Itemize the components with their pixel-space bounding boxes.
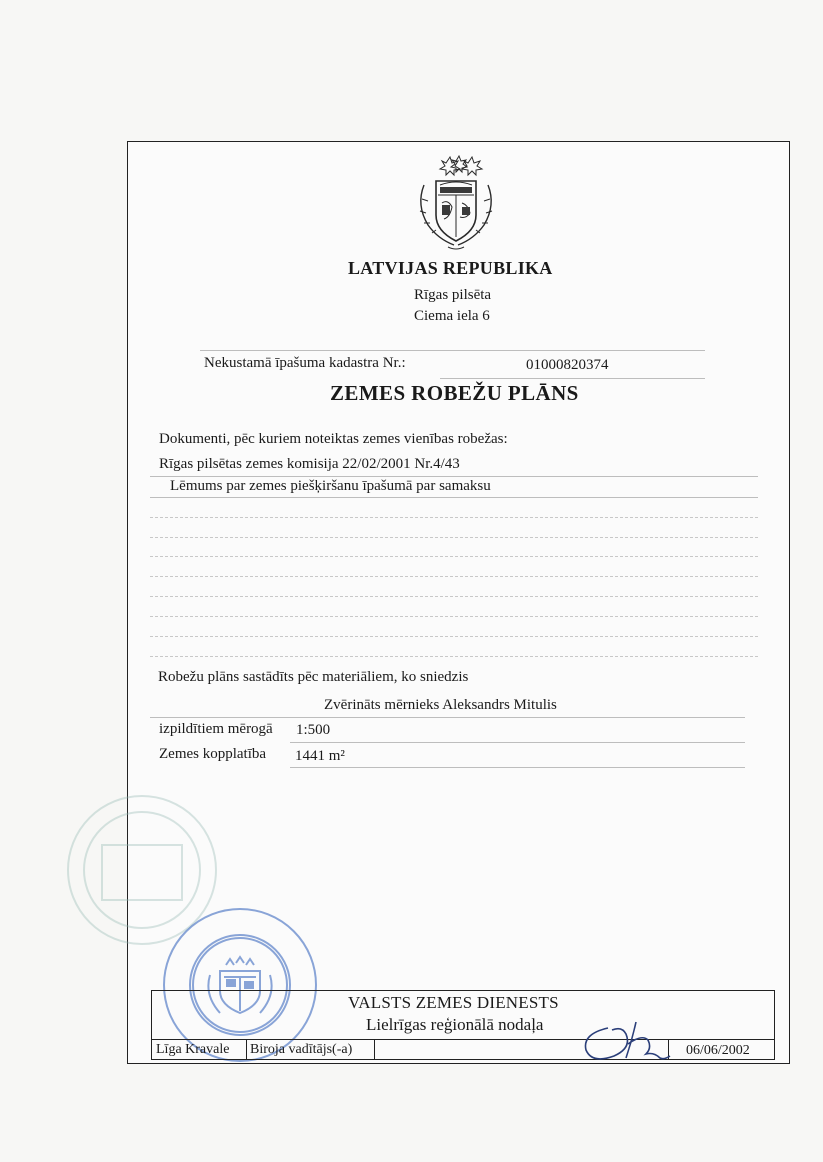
country-title: LATVIJAS REPUBLIKA xyxy=(348,258,553,278)
department-name: Lielrīgas reģionālā nodaļa xyxy=(366,1015,544,1034)
area-label: Zemes kopplatība xyxy=(159,746,267,762)
cadastre-label: Nekustamā īpašuma kadastra Nr.: xyxy=(204,355,406,371)
person-name: Līga Kravale xyxy=(156,1042,230,1057)
city-line: Rīgas pilsēta xyxy=(414,287,492,303)
documents-line-2: Lēmums par zemes piešķiršanu īpašumā par samaksu xyxy=(170,478,491,494)
issue-date: 06/06/2002 xyxy=(686,1043,750,1058)
documents-intro: Dokumenti, pēc kuriem noteiktas zemes vienības robežas: xyxy=(159,431,508,447)
surveyor-name: Zvērināts mērnieks Aleksandrs Mitulis xyxy=(324,697,557,713)
cadastre-number: 01000820374 xyxy=(526,357,609,373)
area-value: 1441 m² xyxy=(295,748,345,764)
signature-icon xyxy=(578,1018,693,1064)
coat-of-arms-icon xyxy=(410,155,502,255)
scale-label: izpildītiem mērogā xyxy=(159,721,273,737)
institution-name: VALSTS ZEMES DIENESTS xyxy=(348,993,559,1012)
scale-value: 1:500 xyxy=(296,722,331,738)
documents-line-1: Rīgas pilsētas zemes komisija 22/02/2001 Nr.4/43 xyxy=(159,456,460,472)
person-position: Biroja vadītājs(-a) xyxy=(250,1042,353,1057)
compiled-by-label: Robežu plāns sastādīts pēc materiāliem, ko sniedzis xyxy=(158,669,469,685)
plan-title: ZEMES ROBEŽU PLĀNS xyxy=(330,381,579,405)
street-line: Ciema iela 6 xyxy=(414,308,490,324)
